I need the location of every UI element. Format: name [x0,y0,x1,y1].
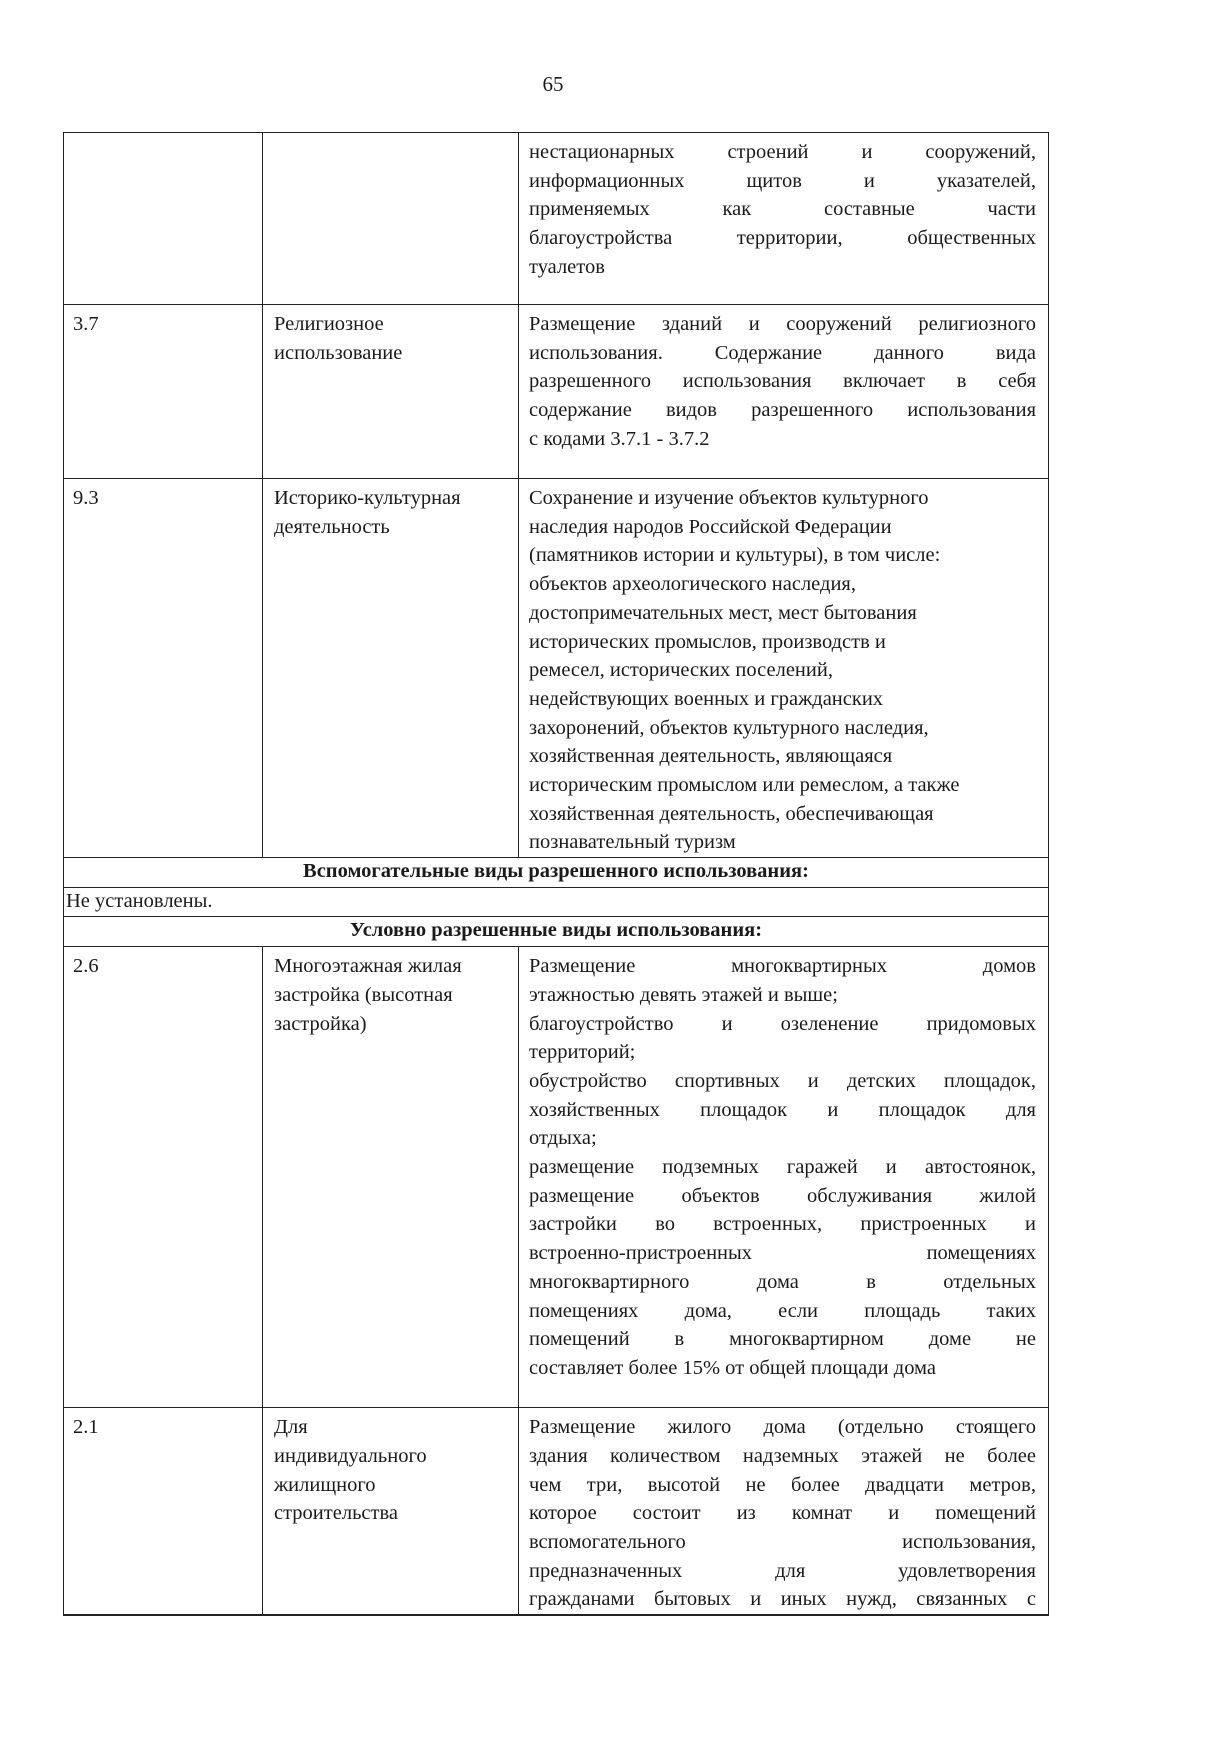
section-header-row [64,917,1049,947]
description-line: застройки во встроенных, пристроенных и [529,1213,1036,1236]
name-line: застройка (высотная [274,983,453,1006]
description-line: историческим промыслом или ремеслом, а также [529,774,960,797]
description-cell [519,479,1049,858]
description-line: информационных щитов и указателей, [529,169,1036,192]
name-cell [263,1408,519,1615]
description-line: вспомогательного использования, [529,1530,1036,1553]
description-line: которое состоит из комнат и помещений [529,1502,1036,1525]
description-line: (памятников истории и культуры), в том числе: [529,544,941,567]
description-line: Размещение многоквартирных домов [529,955,1036,978]
description-line: размещение подземных гаражей и автостоянок, [529,1156,1036,1179]
description-line: захоронений, объектов культурного наследия, [529,716,929,739]
name-cell: Религиозное использование [263,305,519,479]
description-cell [519,1408,1049,1615]
description-line: обустройство спортивных и детских площадок, [529,1069,1036,1092]
description-line: хозяйственная деятельность, являющаяся [529,745,893,768]
code-cell: 2.1 [64,1408,263,1615]
name-line: строительства [274,1502,398,1525]
table-row [64,479,1049,858]
description-line: Размещение зданий и сооружений религиозного [529,313,1036,335]
description-line: встроенно-пристроенных помещениях [529,1242,1036,1265]
description-cell [519,947,1049,1408]
section-header-row [64,858,1049,888]
code-cell [64,133,263,305]
description-line: помещений в многоквартирном доме не [529,1328,1036,1351]
page-number: 65 [542,72,564,96]
name-cell: Историко-культурная деятельность [263,479,519,858]
table-row [64,305,1049,479]
name-line: Многоэтажная жилая [274,955,462,978]
section-title-auxiliary: Вспомогательные виды разрешенного использования: [64,858,1049,888]
description-line: объектов археологического наследия, [529,573,856,596]
description-line: составляет более 15% от общей площади дома [529,1356,936,1379]
section-note-row [64,888,1049,917]
code-cell: 3.7 [64,305,263,479]
name-cell [263,947,519,1408]
name-line: индивидуального [274,1444,427,1467]
description-line: достопримечательных мест, мест бытования [529,601,917,624]
description-line: здания количеством надземных этажей не более [529,1444,1036,1467]
description-line: недействующих военных и гражданских [529,687,884,710]
description-line: гражданами бытовых и иных нужд, связанных с [529,1588,1036,1611]
land-use-table [63,132,1049,1616]
description-line: исторических промыслов, производств и [529,630,886,653]
description-line: Сохранение и изучение объектов культурного [529,487,929,509]
description-line: туалетов [529,255,605,278]
section-note-auxiliary: Не установлены. [64,888,1049,917]
name-line: Для [274,1416,308,1439]
description-line: размещение объектов обслуживания жилой [529,1184,1036,1207]
name-line: застройка) [274,1012,367,1035]
description-cell [519,305,1049,479]
description-line: с кодами 3.7.1 - 3.7.2 [529,427,710,450]
description-line: нестационарных строений и сооружений, [529,141,1036,163]
description-line: хозяйственных площадок и площадок для [529,1098,1036,1121]
description-line: Размещение жилого дома (отдельно стоящего [529,1416,1036,1439]
description-line: помещениях дома, если площадь таких [529,1299,1036,1322]
table-row [64,1408,1049,1615]
name-cell [263,133,519,305]
description-line: предназначенных для удовлетворения [529,1559,1036,1582]
section-title-conditional: Условно разрешенные виды использования: [64,917,1049,947]
description-line: территорий; [529,1041,636,1064]
description-line: чем три, высотой не более двадцати метров, [529,1473,1036,1496]
name-line: жилищного [274,1473,376,1496]
table-row [64,133,1049,305]
description-line: хозяйственная деятельность, обеспечивающая [529,802,934,825]
description-line: содержание видов разрешенного использования [529,399,1036,422]
description-line: благоустройства территории, общественных [529,227,1036,250]
code-cell: 2.6 [64,947,263,1408]
description-line: познавательный туризм [529,831,736,854]
table-row [64,947,1049,1408]
description-line: применяемых как составные части [529,198,1036,221]
description-line: разрешенного использования включает в себя [529,370,1036,393]
code-cell: 9.3 [64,479,263,858]
description-line: этажностью девять этажей и выше; [529,983,838,1006]
description-line: многоквартирного дома в отдельных [529,1270,1036,1293]
description-line: ремесел, исторических поселений, [529,659,833,682]
description-line: отдыха; [529,1127,597,1150]
description-line: наследия народов Российской Федерации [529,515,892,538]
description-line: использования. Содержание данного вида [529,341,1036,364]
description-cell [519,133,1049,305]
description-line: благоустройство и озеленение придомовых [529,1012,1036,1035]
